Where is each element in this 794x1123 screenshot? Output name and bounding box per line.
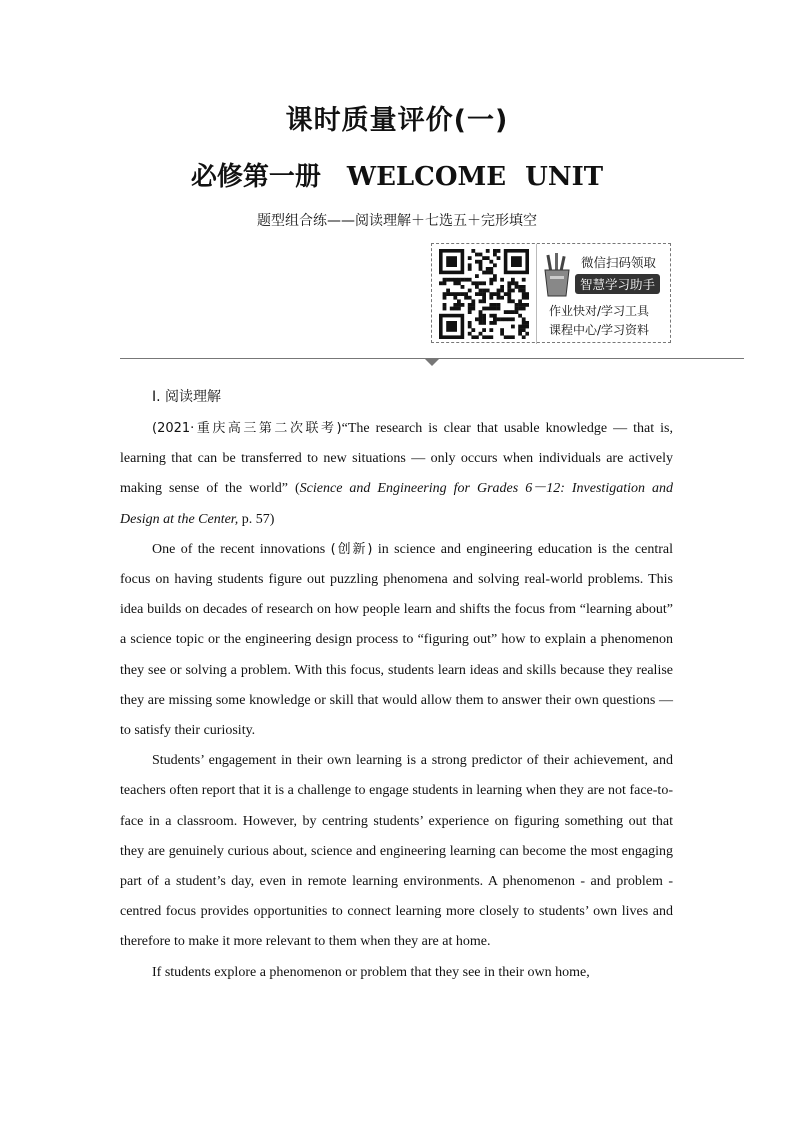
paragraph-2 [120, 535, 673, 746]
divider-marker [425, 359, 439, 366]
paragraph-2-rest: in science and engineering education is the central focus on having students figure out puzzling phenomena and solving real-world problems. This idea builds on decades of research on how people learn and shifts the focus from “learning about” a science topic or the engineering design process to “figuring out” how to explain a phenomenon they see or solving a problem. With this focus, students learn ideas and skills because they realise they are missing some knowledge or skill that would allow them to answer their own questions — to satisfy their curiosity. [120, 541, 673, 739]
reading-passage [120, 414, 673, 988]
passage-intro [120, 414, 673, 535]
exercise-type-line: 题型组合练——阅读理解＋七选五＋完形填空 [257, 213, 537, 229]
qr-scan-text: 微信扫码领取 [581, 255, 657, 270]
passage-quote: “The research is clear that usable knowledge — that is, learning that can be transferred to new situations — only occurs when individuals are actively making sense of the world” ( [120, 421, 673, 497]
qr-code[interactable] [432, 244, 537, 344]
qr-panel[interactable] [431, 243, 671, 343]
paragraph-3: Students’ engagement in their own learning is a strong predictor of their achievement, and teachers often report that it is a challenge to engage students in learning when they are not face-to-face in a classroom. However, by centring students’ experience on figuring something out that they are genuinely curious about, science and engineering learning can become the most engaging part of a student’s day, even in remote learning environments. A phenomenon - and problem - centred focus provides opportunities to connect learning more closely to students’ own lives and therefore to make it more relevant to them when they are at home. [120, 753, 673, 950]
qr-panel-text [537, 244, 670, 342]
qr-assistant-badge: 智慧学习助手 [575, 274, 660, 294]
passage-source: (2021·重庆高三第二次联考) [152, 421, 342, 436]
qr-feature-line-1: 作业快对/学习工具 [549, 304, 650, 318]
paragraph-4: If students explore a phenomenon or problem that they see in their own home, [152, 964, 590, 980]
paragraph-2-start: One of the recent innovations [152, 541, 331, 557]
book-title: Science and Engineering for Grades 6－12: Investigation and Design at the Center, [120, 481, 673, 527]
qr-code-icon [439, 249, 529, 339]
gloss-innovation: (创新) [330, 541, 373, 557]
qr-feature-line-2: 课程中心/学习资料 [549, 323, 650, 337]
pencil-cup-icon [543, 252, 571, 298]
page-reference: p. 57) [238, 511, 275, 527]
section-heading: Ⅰ. 阅读理解 [152, 389, 222, 405]
unit-title: 必修第一册 WELCOME UNIT [190, 162, 604, 192]
page-title: 课时质量评价(一) [285, 105, 509, 136]
